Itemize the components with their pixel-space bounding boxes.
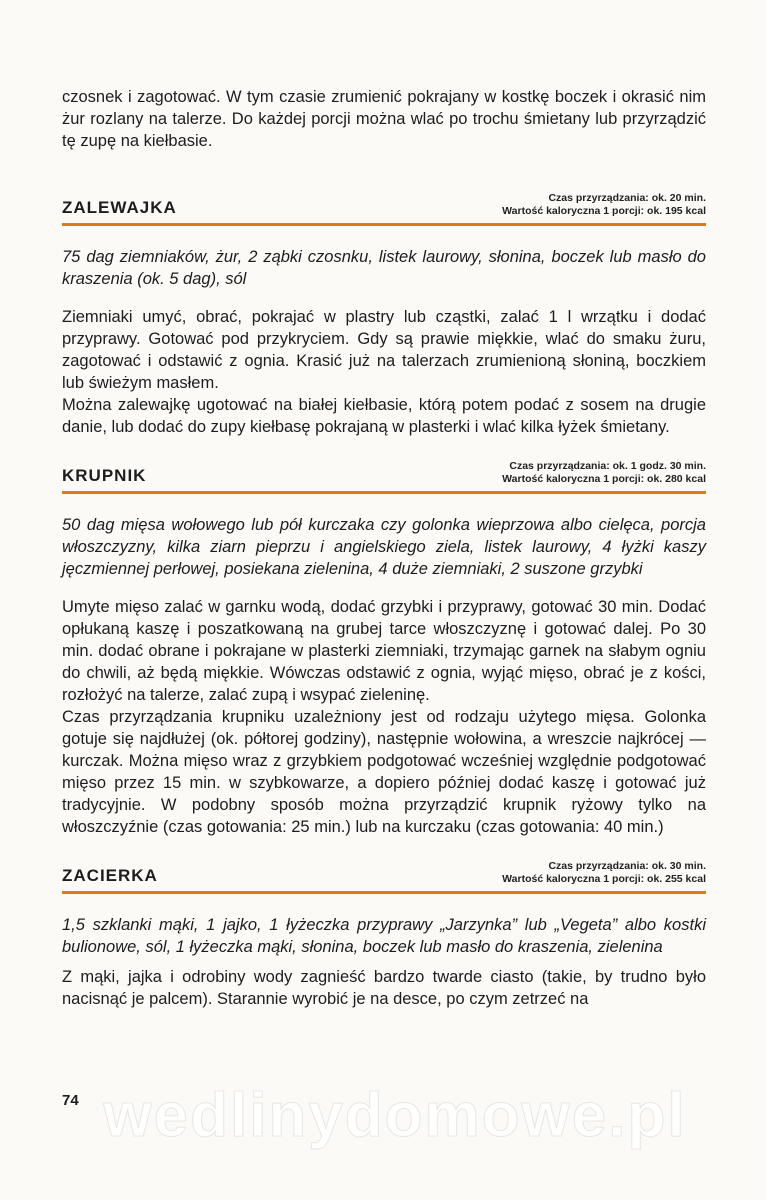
ingredients-list: 50 dag mięsa wołowego lub pół kurczaka czy golonka wieprzowa albo cielęca, porcja włoszczyzny, kilka ziarn pieprzu i angielskiego ziela, listek laurowy, 4 łyżki kaszy jęczmiennej perłowej, posiekana zielenina, 4 duże ziemniaki, 2 suszone grzybki: [62, 516, 706, 578]
recipe-krupnik: [62, 460, 706, 838]
recipe-meta: [502, 460, 706, 486]
recipe-meta: [502, 860, 706, 886]
prep-time: Czas przyrządzania: ok. 20 min.: [548, 192, 706, 204]
recipe-title: KRUPNIK: [62, 466, 147, 485]
instructions-paragraph: Czas przyrządzania krupniku uzależniony jest od rodzaju użytego mięsa. Golonka gotuje się najdłużej (ok. półtorej godziny), następnie wołowina, a wreszcie najkrócej — kurczak. Można mięso wraz z grzybkiem podgotować wcześniej względnie podgotować mięso przez 15 min. w szybkowarze, a dopiero później dodać kaszę i gotować już tradycyjnie. W podobny sposób można przyrządzić krupnik ryżowy tylko na włoszczyźnie (czas gotowania: 25 min.) lub na kurczaku (czas gotowania: 40 min.): [62, 708, 706, 836]
page-number: 74: [62, 1092, 79, 1109]
prep-time: Czas przyrządzania: ok. 1 godz. 30 min.: [509, 460, 706, 472]
recipe-meta: [502, 192, 706, 218]
prep-time: Czas przyrządzania: ok. 30 min.: [548, 860, 706, 872]
recipe-title: ZACIERKA: [62, 866, 158, 885]
instructions-paragraph: Umyte mięso zalać w garnku wodą, dodać grzybki i przyprawy, gotować 30 min. Dodać opłukaną kaszę i poszatkowaną na grubej tarce włoszczyznę i gotować dalej. Po 30 min. dodać obrane i pokrajane w plasterki ziemniaki, trzymając garnek na słabym ogniu do chwili, aż będą miękkie. Wówczas odstawić z ognia, wyjąć mięso, obrać je z kości, rozłożyć na talerze, zalać zupą i wsypać zieleninę.: [62, 598, 706, 704]
recipe-header: [62, 460, 706, 494]
recipe-header: [62, 192, 706, 226]
instructions-paragraph: Z mąki, jajka i odrobiny wody zagnieść bardzo twarde ciasto (takie, by trudno było nacisnąć je palcem). Starannie wyrobić je na desce, po czym zetrzeć na: [62, 968, 706, 1008]
page-content: [62, 86, 706, 1010]
instructions-paragraph: Ziemniaki umyć, obrać, pokrajać w plastry lub cząstki, zalać 1 l wrzątku i dodać przyprawy. Gotować pod przykryciem. Gdy są prawie miękkie, wlać do smaku żuru, zagotować i odstawić z ognia. Krasić już na talerzach zrumienioną słoniną, boczkiem lub świeżym masłem.: [62, 308, 706, 392]
calorie-value: Wartość kaloryczna 1 porcji: ok. 195 kcal: [502, 205, 706, 217]
recipe-zacierka: [62, 860, 706, 1010]
intro-paragraph: czosnek i zagotować. W tym czasie zrumienić pokrajany w kostkę boczek i okrasić nim żur rozlany na talerze. Do każdej porcji można wlać po trochu śmietany lub przyrządzić tę zupę na kiełbasie.: [62, 88, 706, 150]
recipe-header: [62, 860, 706, 894]
ingredients-list: 75 dag ziemniaków, żur, 2 ząbki czosnku, listek laurowy, słonina, boczek lub masło do kraszenia (ok. 5 dag), sól: [62, 248, 706, 288]
calorie-value: Wartość kaloryczna 1 porcji: ok. 280 kcal: [502, 473, 706, 485]
recipe-zalewajka: [62, 192, 706, 438]
ingredients-list: 1,5 szklanki mąki, 1 jajko, 1 łyżeczka przyprawy „Jarzynka” lub „Vegeta” albo kostki bulionowe, sól, 1 łyżeczka mąki, słonina, boczek lub masło do kraszenia, zielenina: [62, 916, 706, 956]
calorie-value: Wartość kaloryczna 1 porcji: ok. 255 kcal: [502, 873, 706, 885]
recipe-title: ZALEWAJKA: [62, 198, 177, 217]
instructions-paragraph: Można zalewajkę ugotować na białej kiełbasie, którą potem podać z sosem na drugie danie, lub dodać do zupy kiełbasę pokrajaną w plasterki i wlać kilka łyżek śmietany.: [62, 396, 706, 436]
watermark: wedlinydomowe.pl: [103, 1081, 687, 1150]
